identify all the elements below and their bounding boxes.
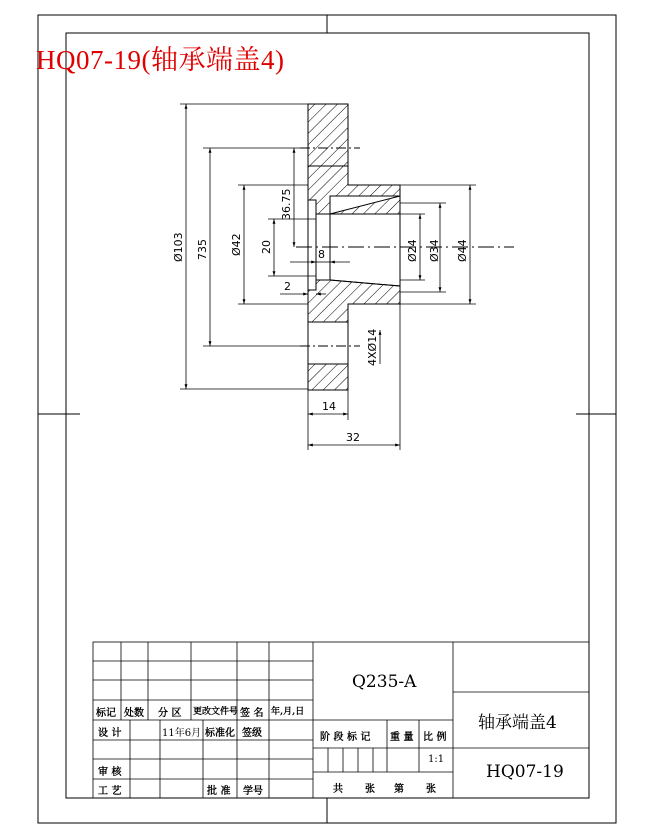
scale-value: 1:1 (428, 754, 445, 765)
rev-header-4: 更改文件号 (193, 707, 239, 717)
rev-header-1: 标记 (96, 708, 116, 719)
dim-d24: Ø24 (406, 239, 419, 262)
rev-header-2: 处数 (124, 708, 144, 719)
part-name: 轴承端盖4 (478, 713, 557, 733)
rev-header-5: 签 名 (240, 708, 264, 719)
dim-d34: Ø34 (428, 239, 441, 262)
dim-32: 32 (346, 431, 360, 444)
dim-d103: Ø103 (172, 232, 185, 262)
drawing-number: HQ07-19 (486, 762, 564, 782)
design-label: 设 计 (98, 728, 122, 739)
approve-label: 批 准 (207, 786, 231, 797)
rev-header-3: 分 区 (158, 708, 182, 719)
sheet-unit-1: 张 (365, 784, 375, 795)
dim-d44: Ø44 (456, 239, 469, 262)
design-date: 11年6月 (162, 728, 202, 739)
sheet-unit-2: 张 (426, 784, 436, 795)
sign-label: 学号 (243, 786, 263, 797)
rev-header-6: 年,月,日 (271, 707, 305, 717)
process-label: 工 艺 (98, 786, 122, 797)
stage-header-1: 阶 段 标 记 (320, 732, 371, 743)
page-title: HQ07-19(轴承端盖4) (36, 45, 285, 75)
dim-holes: 4XØ14 (366, 328, 379, 366)
dim-8: 8 (318, 248, 325, 261)
stage-header-3: 比 例 (423, 732, 447, 743)
dim-14: 14 (322, 400, 336, 413)
sheet-nth: 第 (394, 784, 404, 795)
review-label: 审 核 (98, 767, 122, 778)
material-label: Q235-A (352, 672, 417, 692)
stage-label: 签级 (242, 728, 262, 739)
dim-2: 2 (284, 280, 291, 293)
sheet-total: 共 (333, 784, 343, 795)
stage-header-2: 重 量 (390, 732, 414, 743)
standardize-label: 标准化 (205, 728, 235, 739)
dim-d42: Ø42 (230, 233, 243, 256)
part-section (296, 104, 514, 390)
dim-735: 735 (196, 239, 209, 260)
dim-20: 20 (260, 240, 273, 254)
dim-36-75: 36.75 (280, 188, 293, 220)
